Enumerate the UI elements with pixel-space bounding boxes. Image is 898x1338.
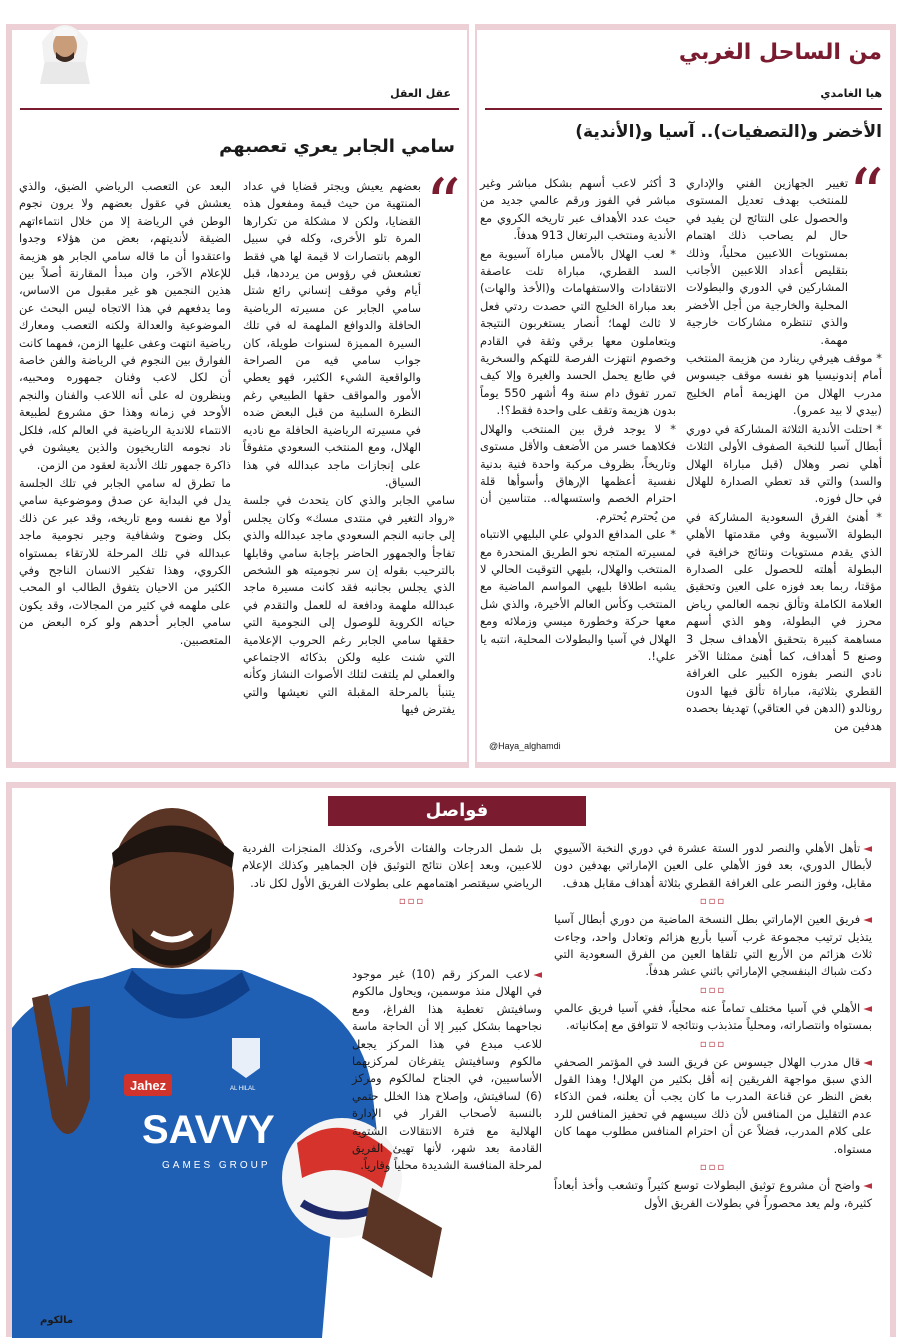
fawasil-item: ◄تأهل الأهلي والنصر لدور الستة عشرة في دوري النخبة الآسيوي لأبطال الدوري، بعد فوز الأهلي على العين الإماراتي بهدفين دون مقابل، وفوز النصر على الغرافة القطري بثلاثة أهداف مقابل هدف. [554,841,872,890]
quote-mark: “ [425,164,461,246]
fawasil-col-right [554,840,872,1213]
bullet-triangle-icon: ◄ [863,912,872,927]
author-name: هيا الغامدي [820,87,882,100]
fawasil-col-left-top: بل شمل الدرجات والفئات الأخرى، وكذلك المنجزات الفردية للاعبين، وبعد إعلان نتائج التوثيق فإن الجماهير وكذلك الإعلام الرياضي سيقتصر اهتمامهم على بطولات الفريق الأول لكل ناد. ▫▫▫ [242,840,542,911]
quote-mark: “ [848,154,884,236]
right-article-col2: 3 أكثر لاعب أسهم بشكل مباشر وغير مباشر في الفوز ورقم عالمي جديد من حيث عدد الأهداف عبر تاريخه الكروي مع الأندية ومنتخب البرتغال 913 هدفاً. * لعب الهلال بالأمس مباراة آسيوية مع السد القطري، مباراة تلت عاصفة الانتقادات والاستفهامات و(الأخذ والهات) بعد مباراة الخليج التي حصدت ردتي فعل لا ثالث لهما؛ أنصار يستغربون النتيجة ويتعاملون معها برقي وثقة في القادم وخصوم انتهزت الفرصة للتهكم والسخرية في طابع يحمل الحسد والغيرة وإلا كيف تمرر تفوق دام سنة و4 أشهر 550 يوماً بدون هزيمة وتقف على واحدة فقط؟!. * لا يوجد فرق بين المنتخب والهلال فكلاهما خسر من الأضعف والأقل مستوى وتاريخاً، بظروف مركبة واحدة فنية بدنية نفسية أعظمها الإرهاق وأسوأها قلة احترام الخصم واستسهاله.. متناسين أن من يُحترم يُحترم. * على المدافع الدولي علي البليهي الانتباه لمسيرته المتجه نحو الطريق المنحدرة مع المنتخب والهلال، بليهي التوقيت الحالي لا يشبه اطلاقا بليهي المواسم الماضية مع المنتخب وكأس العالم الأخيرة، والذي شل معها حركة وخطورة ميسي وزملائه ومع الهلال في آسيا والبطولات المحلية، انتبه يا علي!. [480,176,676,663]
author-photo [36,12,94,84]
right-article [475,24,896,768]
bullet-triangle-icon: ◄ [863,1178,872,1193]
fawasil-section [6,782,896,1337]
sleeve-sponsor: Jahez [130,1078,167,1093]
right-article-col1: تغيير الجهازين الفني والإداري للمنتخب بهدف تعديل المستوى والحصول على النتائج لن يفيد في حال لم يصاحب ذلك اهتمام بمستويات اللاعبين محلياً، وذلك بتقليص أعداد اللاعبين الأجانب المشاركين في الدوري والبطولات المحلية والخارجية من أجل الأخضر والذي تنتظره مشاركات خارجية مهمة. * موقف هيرفي رينارد من هزيمة المنتخب أمام إندونيسيا هو نفسه موقف جيسوس مدرب الهلال من الهزيمة أمام الخليج (بيدي لا بيد عمرو). * احتلت الأندية الثلاثة المشاركة في دوري أبطال آسيا للنخبة الصفوف الأولى الثلاث أهلي نصر وهلال (قبل مباراة الهلال والسد) والتي قد تعطي الصدارة للهلال في حال فوزه. * أهنئ الفرق السعودية المشاركة في البطولة الآسيوية وفي مقدمتها الأهلي الذي يقدم مستويات ونتائج خرافية في البطولة أهلته للحصول على الصدارة مؤقتا، ربما بعد فوزه على العين وتحقيق العلامة الكاملة وتألق نجمه العالمي رياض محرز في البطولة، وهو الذي أسهم مساهمة كبيرة بتحقيق الأهداف سجل 3 وصنع 5 أهداف، كما أهنئ ممثلنا الآخر نادي النصر بفوزه الكبير على الغرافة القطري بثلاثية، مباراة تألق فيها الدون رونالدو (الدهن في العتاقي) تهديفا بحصده هدفين من [686,176,882,733]
club-badge: AL HILAL [230,1086,256,1092]
left-article [6,24,469,768]
left-article-col1: بعضهم يعيش ويجتر قضايا في عداد المنتهية من حيث قيمة ومفعول هذه القضايا، ولكن لا مشكلة من تكرارها المرة تلو الأخرى، وكله في سبيل الوهم بانتصارات لا قيمة لها هي فقط تعشعش في رؤوس من يرددها، قبل أيام وفي موقف إنساني رائع شتل سامي الجابر عن مسيرته الرياضية الحافلة والدوافع الملهمة له في تلك السيرة المميزة لسنوات طويلة، كان جواب سامي فيه من الصراحة والواقعية الشيء الكثير، فهو يعطي الأمور والمواقف حقها الطبيعي رغم النظرة السلبية من قبل البعض ضده في مسيرته الرياضية الحافلة مع ناديه الهلال، ومع المنتخب السعودي متفوقاً على إنجازات ماجد عبدالله في هذا السياق. سامي الجابر والذي كان يتحدث في جلسة «رواد التغير في منتدى مسك» وكان يجلس إلى جانبه النجم السعودي ماجد عبدالله والذي تفاجأ والجمهور الحاضر بإجابة سامي وقابلها بالترحيب بقوله إن سر نجوميته هو الشخص الذي يجلس بجانبه فقد كانت مسيرة ماجد عبدالله ملهمة ودافعة له للعمل والتقدم في حياته الكروية للوصول إلى النجومية التي حققها سامي الجابر رغم الحروب الإعلامية التي شنت عليه ولكن بذكائه الاجتماعي والعملي لم يلتفت لتلك الأصوات النشاز وكأنه يتنبأ بالمرحلة المقبلة التي نعيشها والتي يفترض فيها [243,179,455,717]
fawasil-item: ◄فريق العين الإماراتي بطل النسخة الماضية من دوري أبطال آسيا يتذيل ترتيب مجموعة غرب آسيا بأربع هزائم وتعادل واحد، وجاءت ثلاث هزائم من الأربع التي تلقاها العين من الفرق السعودية التي دكت شباك البنفسجي الإماراتي باثني عشر هدفاً. [554,912,872,979]
left-article-col2: البعد عن التعصب الرياضي الضيق، والذي يعشش في عقول بعضهم ولا يرون نجوم الوطن في الرياضة إلا من خلال انتماءاتهم الضيقة لأنديتهم، بعض من هؤلاء وجدوا واعتقدوا أن ما قاله سامي الجابر هو هزيمة للإعلام الآخر، وان مبدأ المقارنة أصلاً بين هذين النجمين هو غير مقبول من الاساس، وما يدفعهم في هذا الاتجاه ليس البحث عن الموضوعية والعدالة ولكنه التعصب ومعارك رياضية انتهت وعفى عليها الزمن، فمهما كانت الفوارق بين النجوم في الرياضة والفن خاصة أن لكل لاعب وفنان جمهوره ومحبيه، وينظرون له على أنه اللاعب والفنان والنجم الأوحد في زمانه وهذا حق مشروع لطبيعة الانتماء للاندية الرياضية في العالم كله، فلكل ناد نجومه التاريخيون والذين يعيشون في ذاكرة جمهور تلك الأندية لعقود من الزمن. ما تطرق له سامي الجابر في تلك الجلسة يدل في البداية عن صدق وموضوعية سامي أولا مع نفسه ومع تاريخه، وقد عبر عن ذلك بكل وضوح وشفافية وجير نجومية ماجد عبدالله في تلك المرحلة للارتقاء بمستواه الكروي، وهذا تفكير الانسان الناجح وفي الكثير من الاحيان يتفوق الطالب او المحب على ملهمه في كثير من المجالات، وقد يكون سامي الجابر أحدهم ولو كره البعض من المتعصبين. [19,179,231,647]
fawasil-item: ◄قال مدرب الهلال جيسوس عن فريق السد في المؤتمر الصحفي الذي سبق مواجهة الفريقين إنه أقل بكثير من الهلال! وهذا القول بغض النظر عن قناعة المدرب ما كان يجب أن يعلنه، فمن الذكاء عدم التقليل من المنافس لأن ذلك سيسهم في تحفيز المنافس للرد على كلام المدرب، فضلاً عن أن احترام المنافس مطلوب مهما كان مستواه. [554,1054,872,1156]
fawasil-item: ◄واضح أن مشروع توثيق البطولات توسع كثيراً وتشعب وأخذ أبعاداً كثيرة، ولم يعد محصوراً في بطولات الفريق الأول [554,1178,872,1210]
headline: سامي الجابر يعري تعصبهم [219,136,455,157]
divider [20,108,459,110]
fawasil-col-left-bottom: ◄لاعب المركز رقم (10) غير موجود في الهلال منذ موسمين، ويحاول مالكوم وسافيتش تغطية هذا الفراغ، ومع نجاحهما بشكل كبير إلا أن الحاجة ماسة للاعب مبدع في هذا المركز يجعل مالكوم وسافيتش يتفرغان لمركزيهما الأساسيين، في الجناح لمالكوم ومركز (6) لسافيتش، وإصلاح هذا الخلل حتمي بالنسبة لأصحاب القرار في الإدارة الهلالية مع فترة الانتقالات الشتوية القادمة بعد شهر، لأنها تهيئ الفريق لمرحلة المنافسة الشديدة محلياً وقارياً. [352,967,542,1173]
separator: ▫▫▫ [699,1038,727,1050]
divider [485,108,882,110]
separator: ▫▫▫ [699,896,727,908]
twitter-handle: @Haya_alghamdi [489,741,561,751]
fawasil-item: ◄الأهلي في آسيا مختلف تماماً عنه محلياً، ففي آسيا فريق عالمي بمستواه وانتصاراته، ومحلياً متذبذب ونتائجه لا تتوافق مع إمكانياته. [554,1000,872,1033]
photo-caption: مالكوم [40,1315,74,1326]
bullet-triangle-icon: ◄ [533,967,542,981]
bullet-triangle-icon: ◄ [863,841,872,855]
separator: ▫▫▫ [398,896,426,908]
section-title: فواصل [425,800,489,821]
jersey-sponsor-sub: GAMES GROUP [162,1160,271,1171]
headline: الأخضر و(التصفيات).. آسيا و(الأندية) [575,122,882,142]
bullet-triangle-icon: ◄ [863,1054,872,1069]
column-title: عقل العقل [390,87,451,100]
jersey-sponsor: SAVVY [142,1108,275,1152]
separator: ▫▫▫ [699,984,727,996]
separator: ▫▫▫ [699,1162,727,1174]
bullet-triangle-icon: ◄ [863,1000,872,1015]
column-title: من الساحل الغربي [678,40,882,65]
